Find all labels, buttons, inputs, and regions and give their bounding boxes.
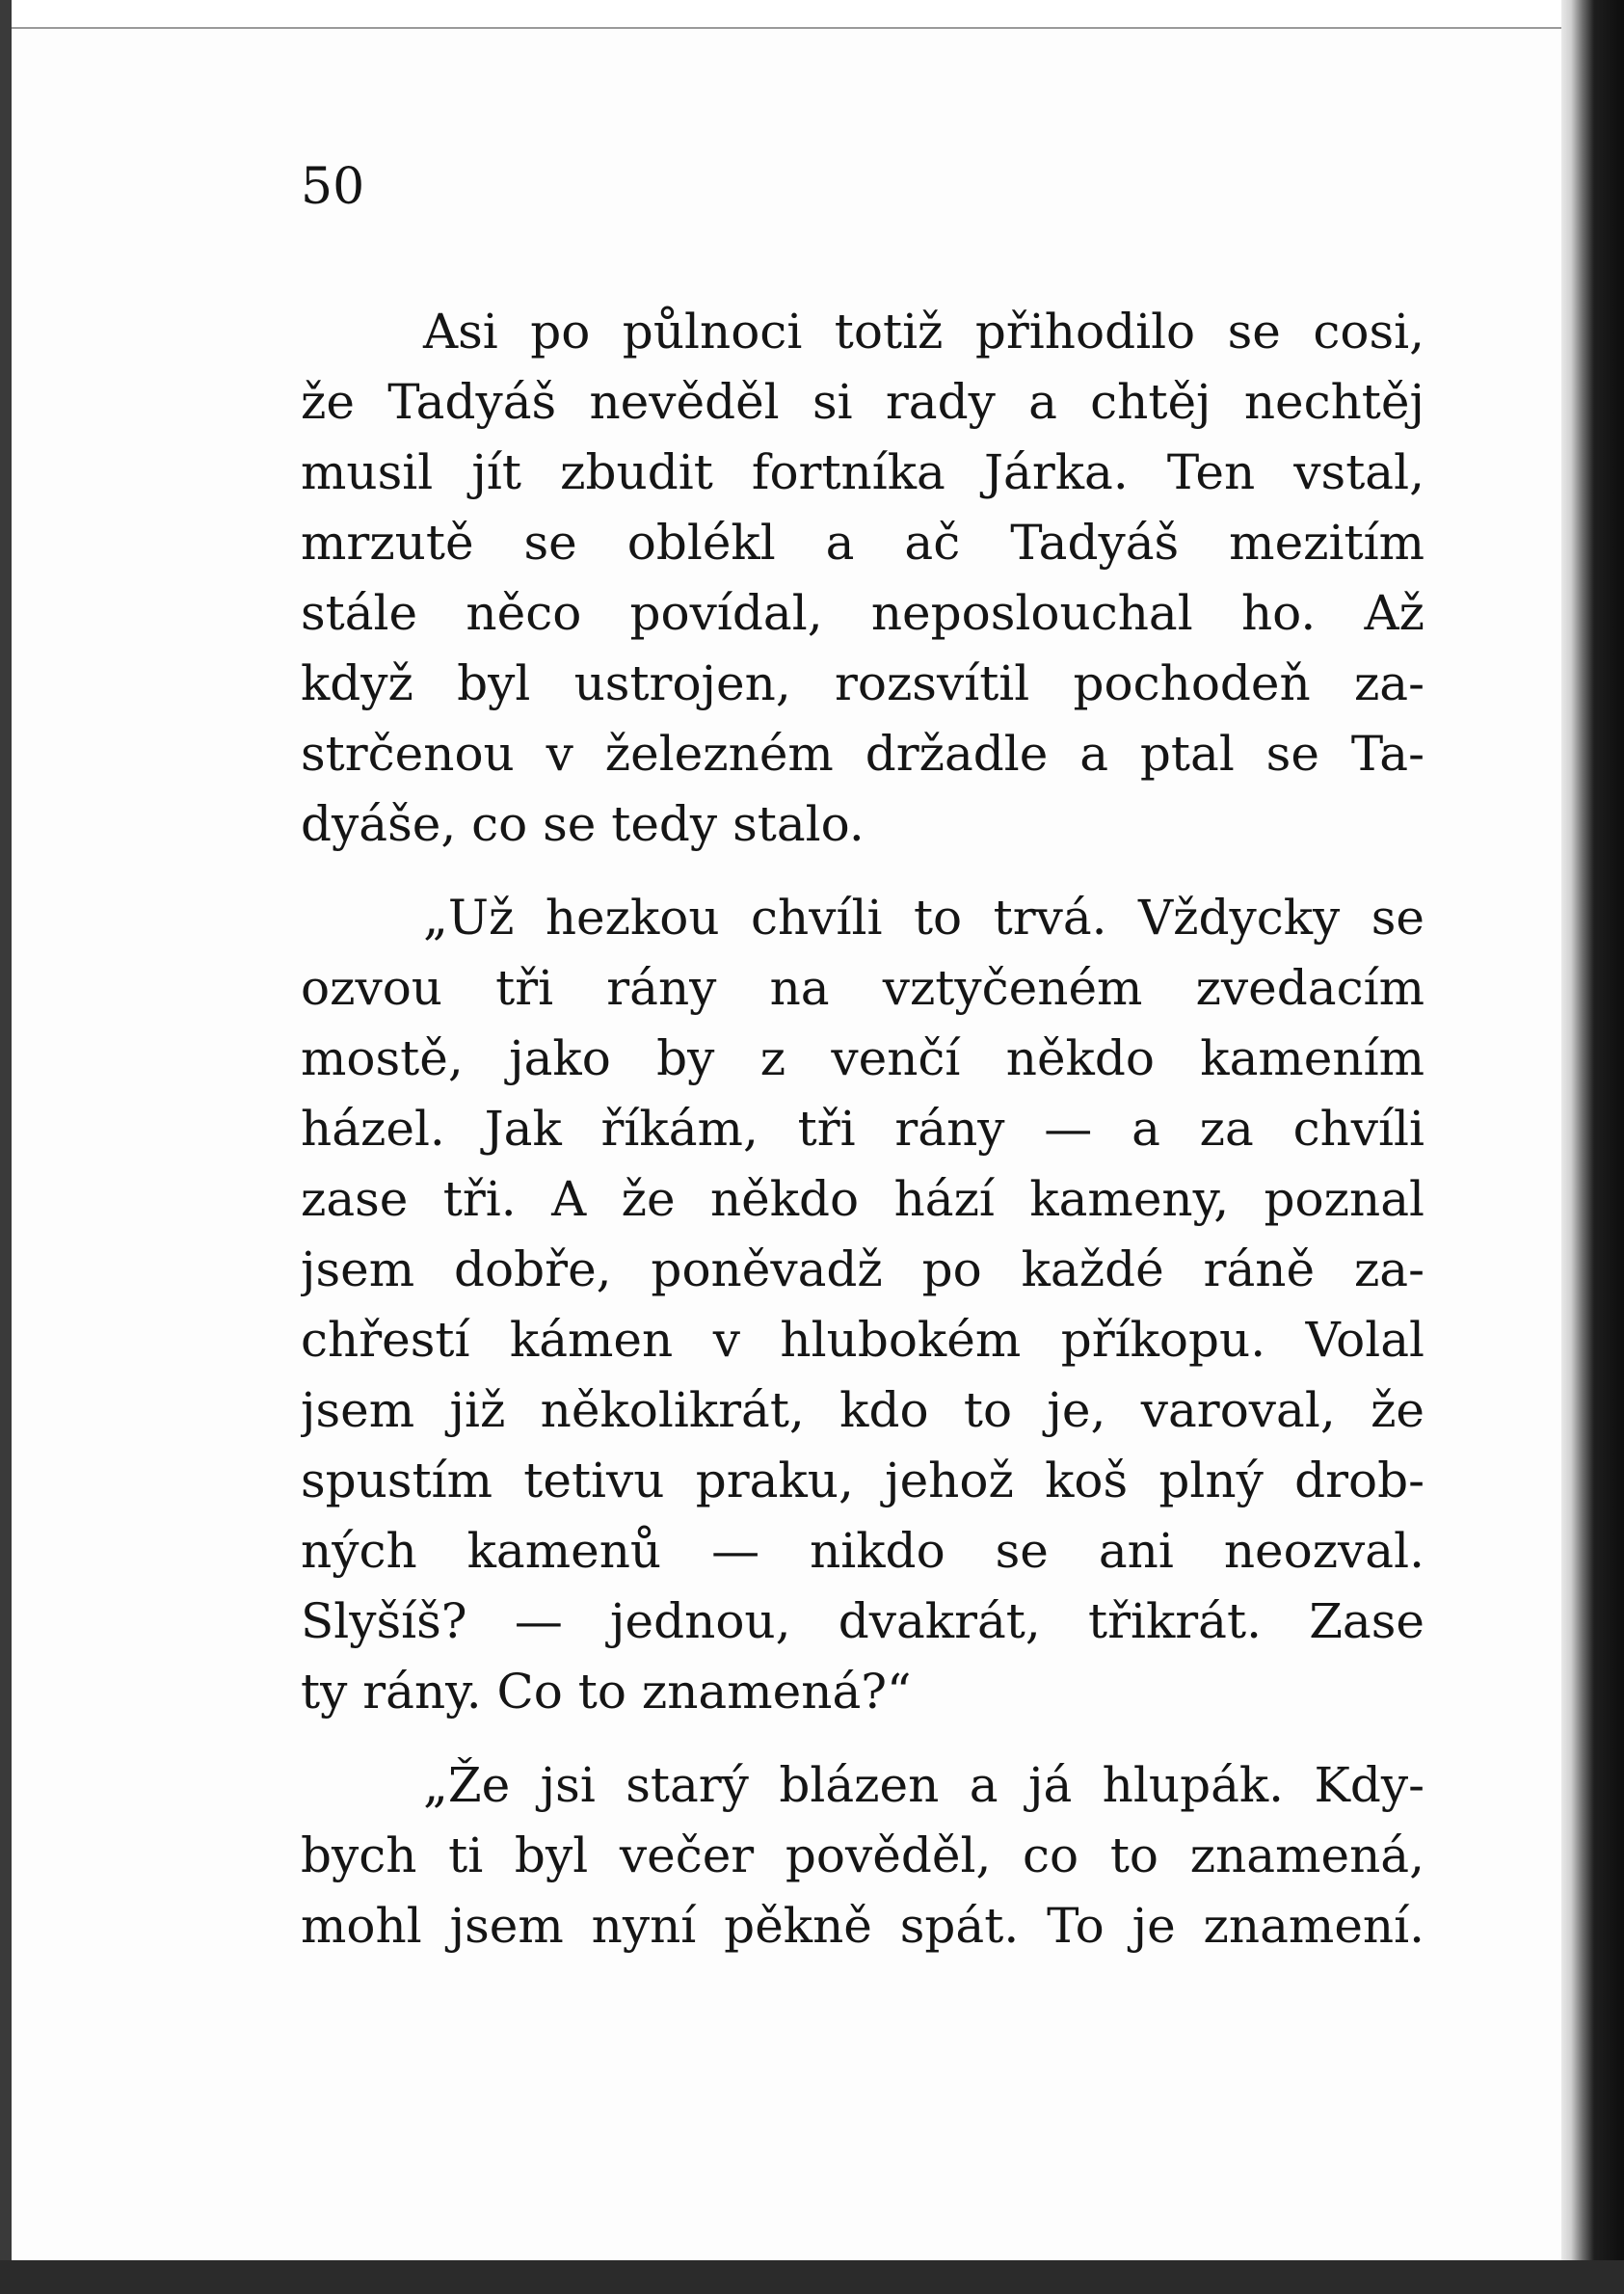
text-line: ty rány. Co to znamená?“ — [301, 1664, 912, 1720]
text-line: jsem dobře, poněvadž po každé ráně za- — [301, 1241, 1424, 1297]
text-line: házel. Jak říkám, tři rány — a za chvíli — [301, 1101, 1424, 1157]
scan-bottom-edge — [0, 2260, 1624, 2294]
scan-top-edge — [0, 0, 1561, 29]
text-line: mrzutě se oblékl a ač Tadyáš mezitím — [301, 515, 1424, 571]
paragraph-1 — [301, 297, 1424, 860]
text-line: Slyšíš? — jednou, dvakrát, třikrát. Zase — [301, 1593, 1424, 1649]
text-line: bych ti byl večer pověděl, co to znamená, — [301, 1827, 1424, 1883]
text-line: mostě, jako by z venčí někdo kamením — [301, 1030, 1424, 1086]
text-line: chřestí kámen v hlubokém příkopu. Volal — [301, 1312, 1424, 1368]
text-line: ných kamenů — nikdo se ani neozval. — [301, 1523, 1424, 1579]
text-line: „Už hezkou chvíli to trvá. Vždycky se — [423, 890, 1424, 946]
text-line: že Tadyáš nevěděl si rady a chtěj nechtěj — [301, 374, 1424, 430]
text-line: strčenou v železném držadle a ptal se Ta- — [301, 726, 1424, 782]
scan-left-edge — [0, 0, 12, 2294]
body-text — [301, 297, 1424, 1961]
text-line: „Že jsi starý blázen a já hlupák. Kdy- — [423, 1757, 1424, 1813]
paragraph-2 — [301, 883, 1424, 1727]
text-line: musil jít zbudit fortníka Járka. Ten vstal, — [301, 444, 1424, 500]
text-line: Asi po půlnoci totiž přihodilo se cosi, — [423, 304, 1424, 360]
text-line: zase tři. A že někdo hází kameny, poznal — [301, 1171, 1424, 1227]
text-line: stále něco povídal, neposlouchal ho. Až — [301, 585, 1424, 641]
text-line: mohl jsem nyní pěkně spát. To je znamení. — [301, 1898, 1424, 1954]
text-line: spustím tetivu praku, jehož koš plný drob- — [301, 1453, 1424, 1508]
paragraph-3 — [301, 1750, 1424, 1961]
text-line: dyáše, co se tedy stalo. — [301, 796, 865, 852]
text-line: ozvou tři rány na vztyčeném zvedacím — [301, 960, 1424, 1016]
text-line: jsem již několikrát, kdo to je, varoval, že — [301, 1382, 1424, 1438]
book-spine-shadow — [1561, 0, 1624, 2294]
text-line: když byl ustrojen, rozsvítil pochodeň za- — [301, 655, 1424, 711]
page-number: 50 — [301, 158, 365, 216]
